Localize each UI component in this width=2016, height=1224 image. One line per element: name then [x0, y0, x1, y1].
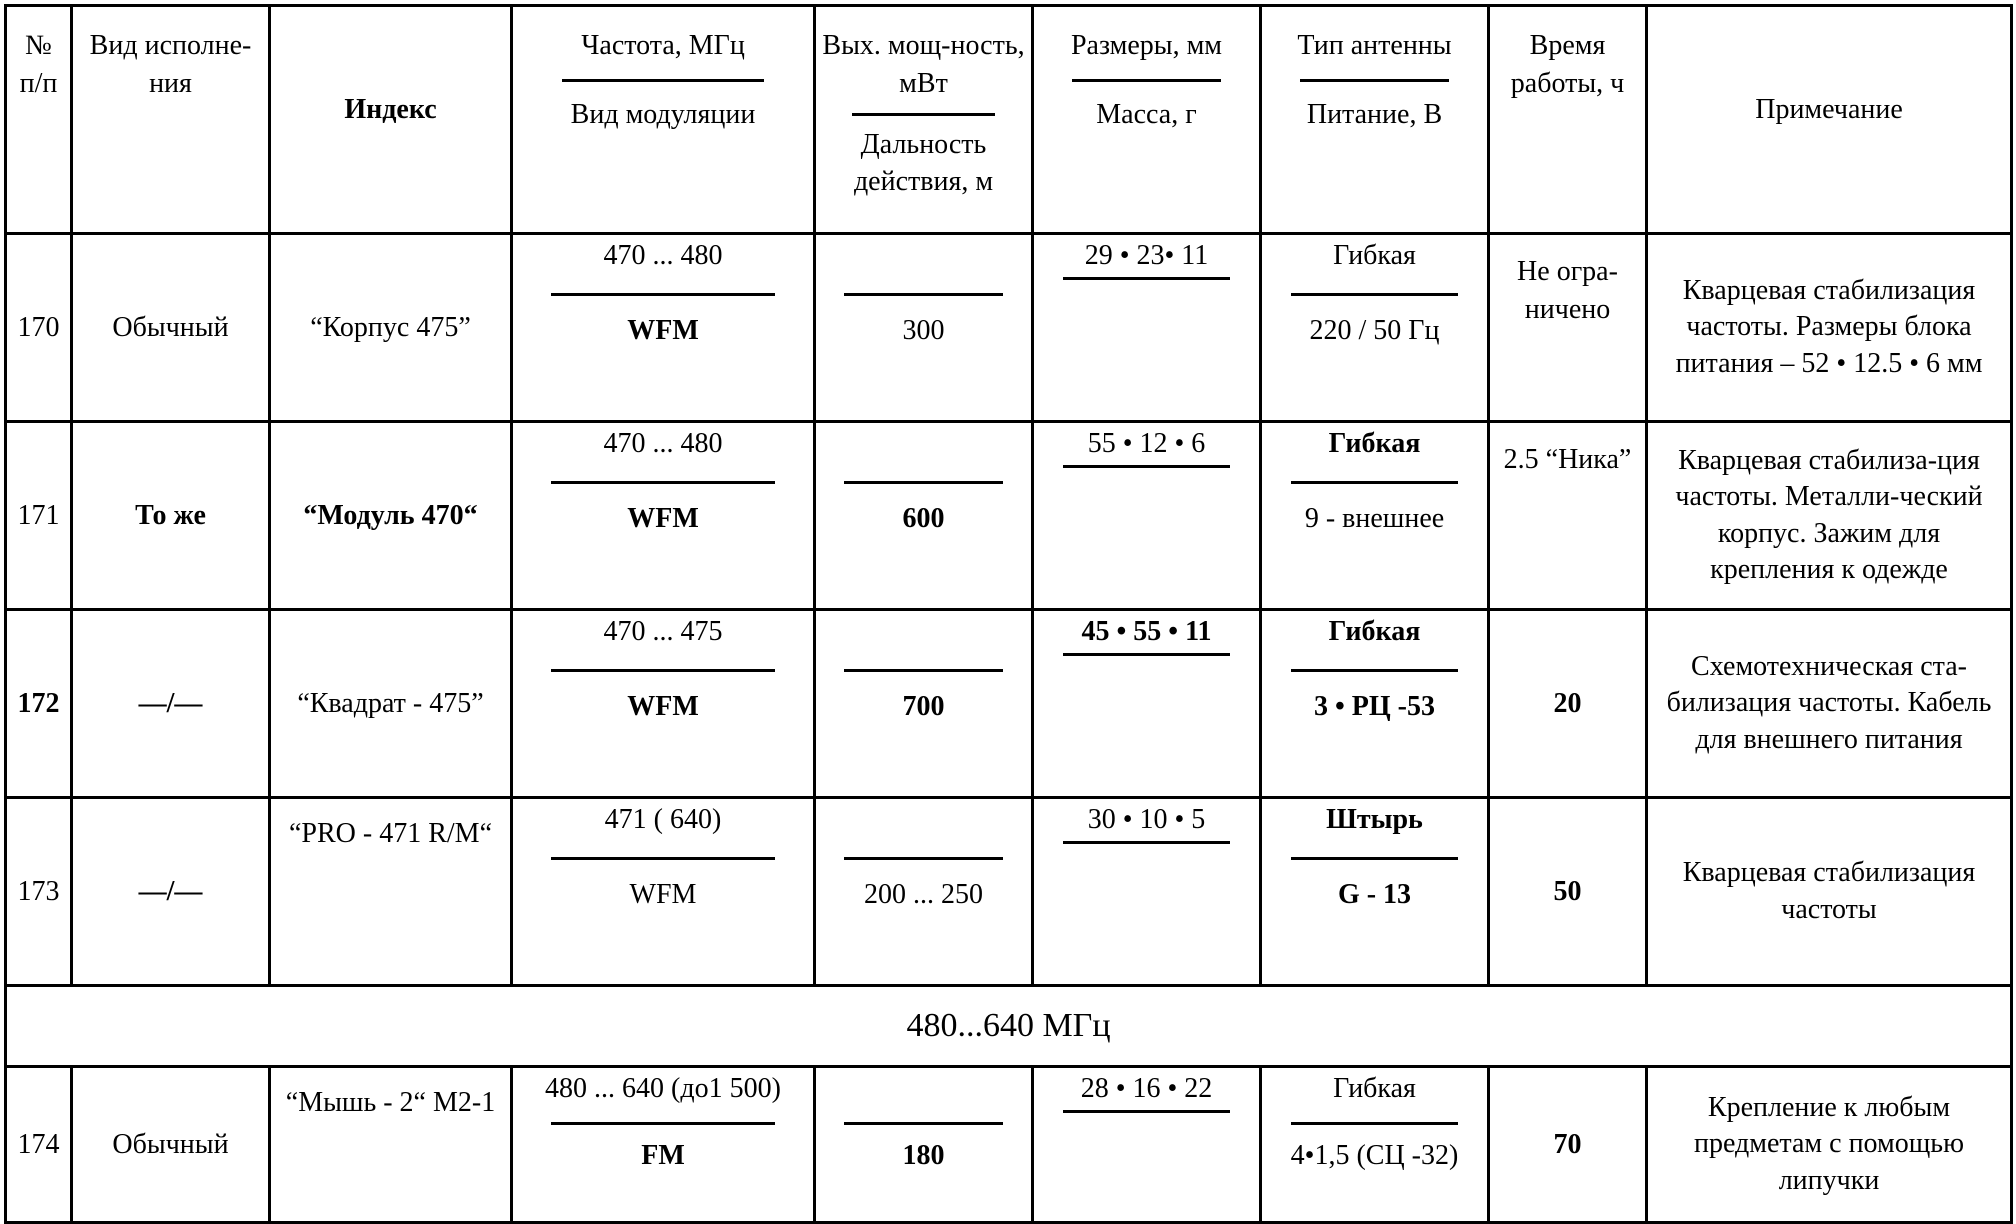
cell-size	[1033, 610, 1261, 798]
cell-power	[815, 798, 1033, 986]
row-size: 55 • 12 • 6	[1087, 428, 1206, 459]
row-freq: 470 ... 480	[603, 240, 723, 271]
header-type	[72, 6, 270, 234]
cell-size	[1033, 422, 1261, 610]
row-supply: 3 • РЦ -53	[1313, 691, 1435, 722]
cell-type	[72, 798, 270, 986]
row-range: 180	[902, 1140, 945, 1171]
cell-note	[1647, 1067, 2012, 1223]
row-freq: 470 ... 480	[603, 428, 723, 459]
fraction-line	[1291, 669, 1457, 672]
section-row	[6, 986, 2012, 1067]
cell-power	[815, 422, 1033, 610]
row-modulation: FM	[641, 1140, 685, 1171]
row-index: “Мышь - 2“ М2-1	[285, 1087, 496, 1118]
row-note: Кварцевая стабилиза-ция частоты. Металли-ческий корпус. Зажим для крепления к одежде	[1675, 444, 1983, 585]
header-num	[6, 6, 72, 234]
cell-note	[1647, 422, 2012, 610]
fraction-line	[1063, 653, 1229, 656]
row-range: 300	[902, 315, 945, 346]
cell-time	[1489, 422, 1647, 610]
header-power-label: Вых. мощ-ность, мВт	[822, 30, 1025, 99]
row-time: 70	[1553, 1128, 1582, 1160]
cell-size	[1033, 798, 1261, 986]
fraction-line	[844, 481, 1002, 484]
row-supply: 9 - внешнее	[1304, 503, 1445, 534]
row-antenna: Штырь	[1326, 804, 1423, 835]
row-range: 700	[902, 691, 945, 722]
row-type: —/—	[138, 875, 203, 907]
cell-power	[815, 234, 1033, 422]
row-num: 173	[17, 875, 60, 907]
row-size: 30 • 10 • 5	[1087, 804, 1206, 835]
row-supply: G - 13	[1337, 879, 1412, 910]
header-note	[1647, 6, 2012, 234]
row-time: 20	[1553, 687, 1582, 719]
cell-num	[6, 798, 72, 986]
row-type: То же	[135, 499, 206, 531]
table-row	[6, 234, 2012, 422]
row-index: “Корпус 475”	[310, 311, 471, 343]
cell-size	[1033, 1067, 1261, 1223]
row-index: “Квадрат - 475”	[297, 687, 484, 719]
row-freq: 470 ... 475	[603, 616, 723, 647]
section-title	[6, 986, 2012, 1067]
cell-note	[1647, 798, 2012, 986]
cell-antenna	[1261, 798, 1489, 986]
cell-antenna	[1261, 234, 1489, 422]
fraction-line	[1291, 857, 1457, 860]
fraction-line	[551, 857, 776, 860]
cell-freq	[512, 798, 815, 986]
header-range-label: Дальность действия, м	[853, 128, 994, 198]
cell-index	[270, 798, 512, 986]
row-antenna: Гибкая	[1333, 240, 1416, 271]
cell-num	[6, 234, 72, 422]
fraction-line	[1063, 841, 1229, 844]
row-time: Не огра-ничено	[1517, 256, 1618, 325]
row-time: 50	[1553, 875, 1582, 907]
cell-antenna	[1261, 1067, 1489, 1223]
header-divider	[562, 79, 764, 82]
fraction-line	[551, 481, 776, 484]
row-note: Кварцевая стабилизация частоты	[1682, 857, 1976, 925]
header-type-label: Вид исполне-ния	[89, 30, 252, 99]
fraction-line	[1063, 465, 1229, 468]
row-note: Крепление к любым предметам с помощью липучки	[1693, 1091, 1964, 1196]
cell-time	[1489, 234, 1647, 422]
cell-antenna	[1261, 610, 1489, 798]
cell-antenna	[1261, 422, 1489, 610]
cell-freq	[512, 610, 815, 798]
row-num: 174	[17, 1128, 60, 1160]
cell-power	[815, 610, 1033, 798]
section-label: 480...640 МГц	[906, 1007, 1111, 1045]
fraction-line	[844, 293, 1002, 296]
cell-index	[270, 610, 512, 798]
cell-type	[72, 422, 270, 610]
row-freq: 480 ... 640 (до1 500)	[545, 1073, 781, 1104]
row-note: Схемотехническая ста-билизация частоты. Кабель для внешнего питания	[1666, 650, 1992, 755]
row-supply: 220 / 50 Гц	[1309, 315, 1440, 346]
header-time-label: Время работы, ч	[1510, 30, 1625, 99]
header-size-label: Размеры, мм	[1070, 30, 1223, 61]
cell-num	[6, 610, 72, 798]
header-antenna	[1261, 6, 1489, 234]
fraction-line	[551, 293, 776, 296]
cell-index	[270, 422, 512, 610]
fraction-line	[1063, 277, 1229, 280]
fraction-line	[551, 1122, 776, 1125]
cell-time	[1489, 610, 1647, 798]
header-time	[1489, 6, 1647, 234]
row-antenna: Гибкая	[1333, 1073, 1416, 1104]
cell-type	[72, 234, 270, 422]
header-power	[815, 6, 1033, 234]
table-row	[6, 422, 2012, 610]
fraction-line	[844, 669, 1002, 672]
cell-type	[72, 1067, 270, 1223]
header-antenna-label: Тип антенны	[1297, 30, 1452, 61]
row-num: 172	[17, 687, 60, 719]
cell-freq	[512, 422, 815, 610]
row-modulation: WFM	[627, 691, 699, 722]
cell-power	[815, 1067, 1033, 1223]
cell-time	[1489, 1067, 1647, 1223]
header-num-label: № п/п	[19, 30, 58, 99]
row-freq: 471 ( 640)	[604, 804, 722, 835]
header-divider	[1072, 79, 1221, 82]
cell-note	[1647, 610, 2012, 798]
fraction-line	[551, 669, 776, 672]
fraction-line	[844, 857, 1002, 860]
row-size: 45 • 55 • 11	[1081, 616, 1212, 647]
row-type: Обычный	[112, 1128, 229, 1160]
fraction-line	[844, 1122, 1002, 1125]
row-range: 600	[902, 503, 945, 534]
cell-time	[1489, 798, 1647, 986]
row-modulation: WFM	[627, 503, 699, 534]
row-modulation: WFM	[627, 315, 699, 346]
row-size: 29 • 23• 11	[1084, 240, 1209, 271]
row-num: 171	[17, 499, 60, 531]
row-time: 2.5 “Ника”	[1503, 444, 1632, 475]
header-mass-label: Масса, г	[1096, 98, 1197, 130]
row-type: Обычный	[112, 311, 229, 343]
row-range: 200 ... 250	[864, 879, 983, 910]
header-divider	[852, 113, 994, 116]
cell-freq	[512, 1067, 815, 1223]
cell-size	[1033, 234, 1261, 422]
header-index	[270, 6, 512, 234]
fraction-line	[1291, 481, 1457, 484]
row-modulation: WFM	[629, 879, 697, 910]
header-size	[1033, 6, 1261, 234]
table-row	[6, 1067, 2012, 1223]
header-modulation-label: Вид модуляции	[570, 98, 756, 130]
row-num: 170	[17, 311, 60, 343]
cell-note	[1647, 234, 2012, 422]
header-divider	[1300, 79, 1449, 82]
table-row	[6, 798, 2012, 986]
fraction-line	[1291, 293, 1457, 296]
cell-freq	[512, 234, 815, 422]
header-row	[6, 6, 2012, 234]
cell-num	[6, 1067, 72, 1223]
row-size: 28 • 16 • 22	[1080, 1073, 1213, 1104]
header-freq	[512, 6, 815, 234]
header-supply-label: Питание, В	[1306, 98, 1443, 130]
row-antenna: Гибкая	[1328, 428, 1421, 459]
cell-type	[72, 610, 270, 798]
table-row	[6, 610, 2012, 798]
row-supply: 4•1,5 (СЦ -32)	[1290, 1140, 1459, 1171]
header-note-label: Примечание	[1755, 93, 1903, 125]
row-type: —/—	[138, 687, 203, 719]
fraction-line	[1063, 1110, 1229, 1113]
header-freq-label: Частота, МГц	[581, 30, 745, 61]
row-note: Кварцевая стабилизация частоты. Размеры блока питания – 52 • 12.5 • 6 мм	[1675, 274, 1983, 379]
cell-index	[270, 234, 512, 422]
fraction-line	[1291, 1122, 1457, 1125]
transmitter-spec-table	[4, 4, 2013, 1224]
row-antenna: Гибкая	[1328, 616, 1421, 647]
cell-index	[270, 1067, 512, 1223]
cell-num	[6, 422, 72, 610]
header-index-label: Индекс	[344, 93, 437, 125]
row-index: “Модуль 470“	[303, 499, 478, 531]
row-index: “PRO - 471 R/M“	[289, 818, 492, 849]
